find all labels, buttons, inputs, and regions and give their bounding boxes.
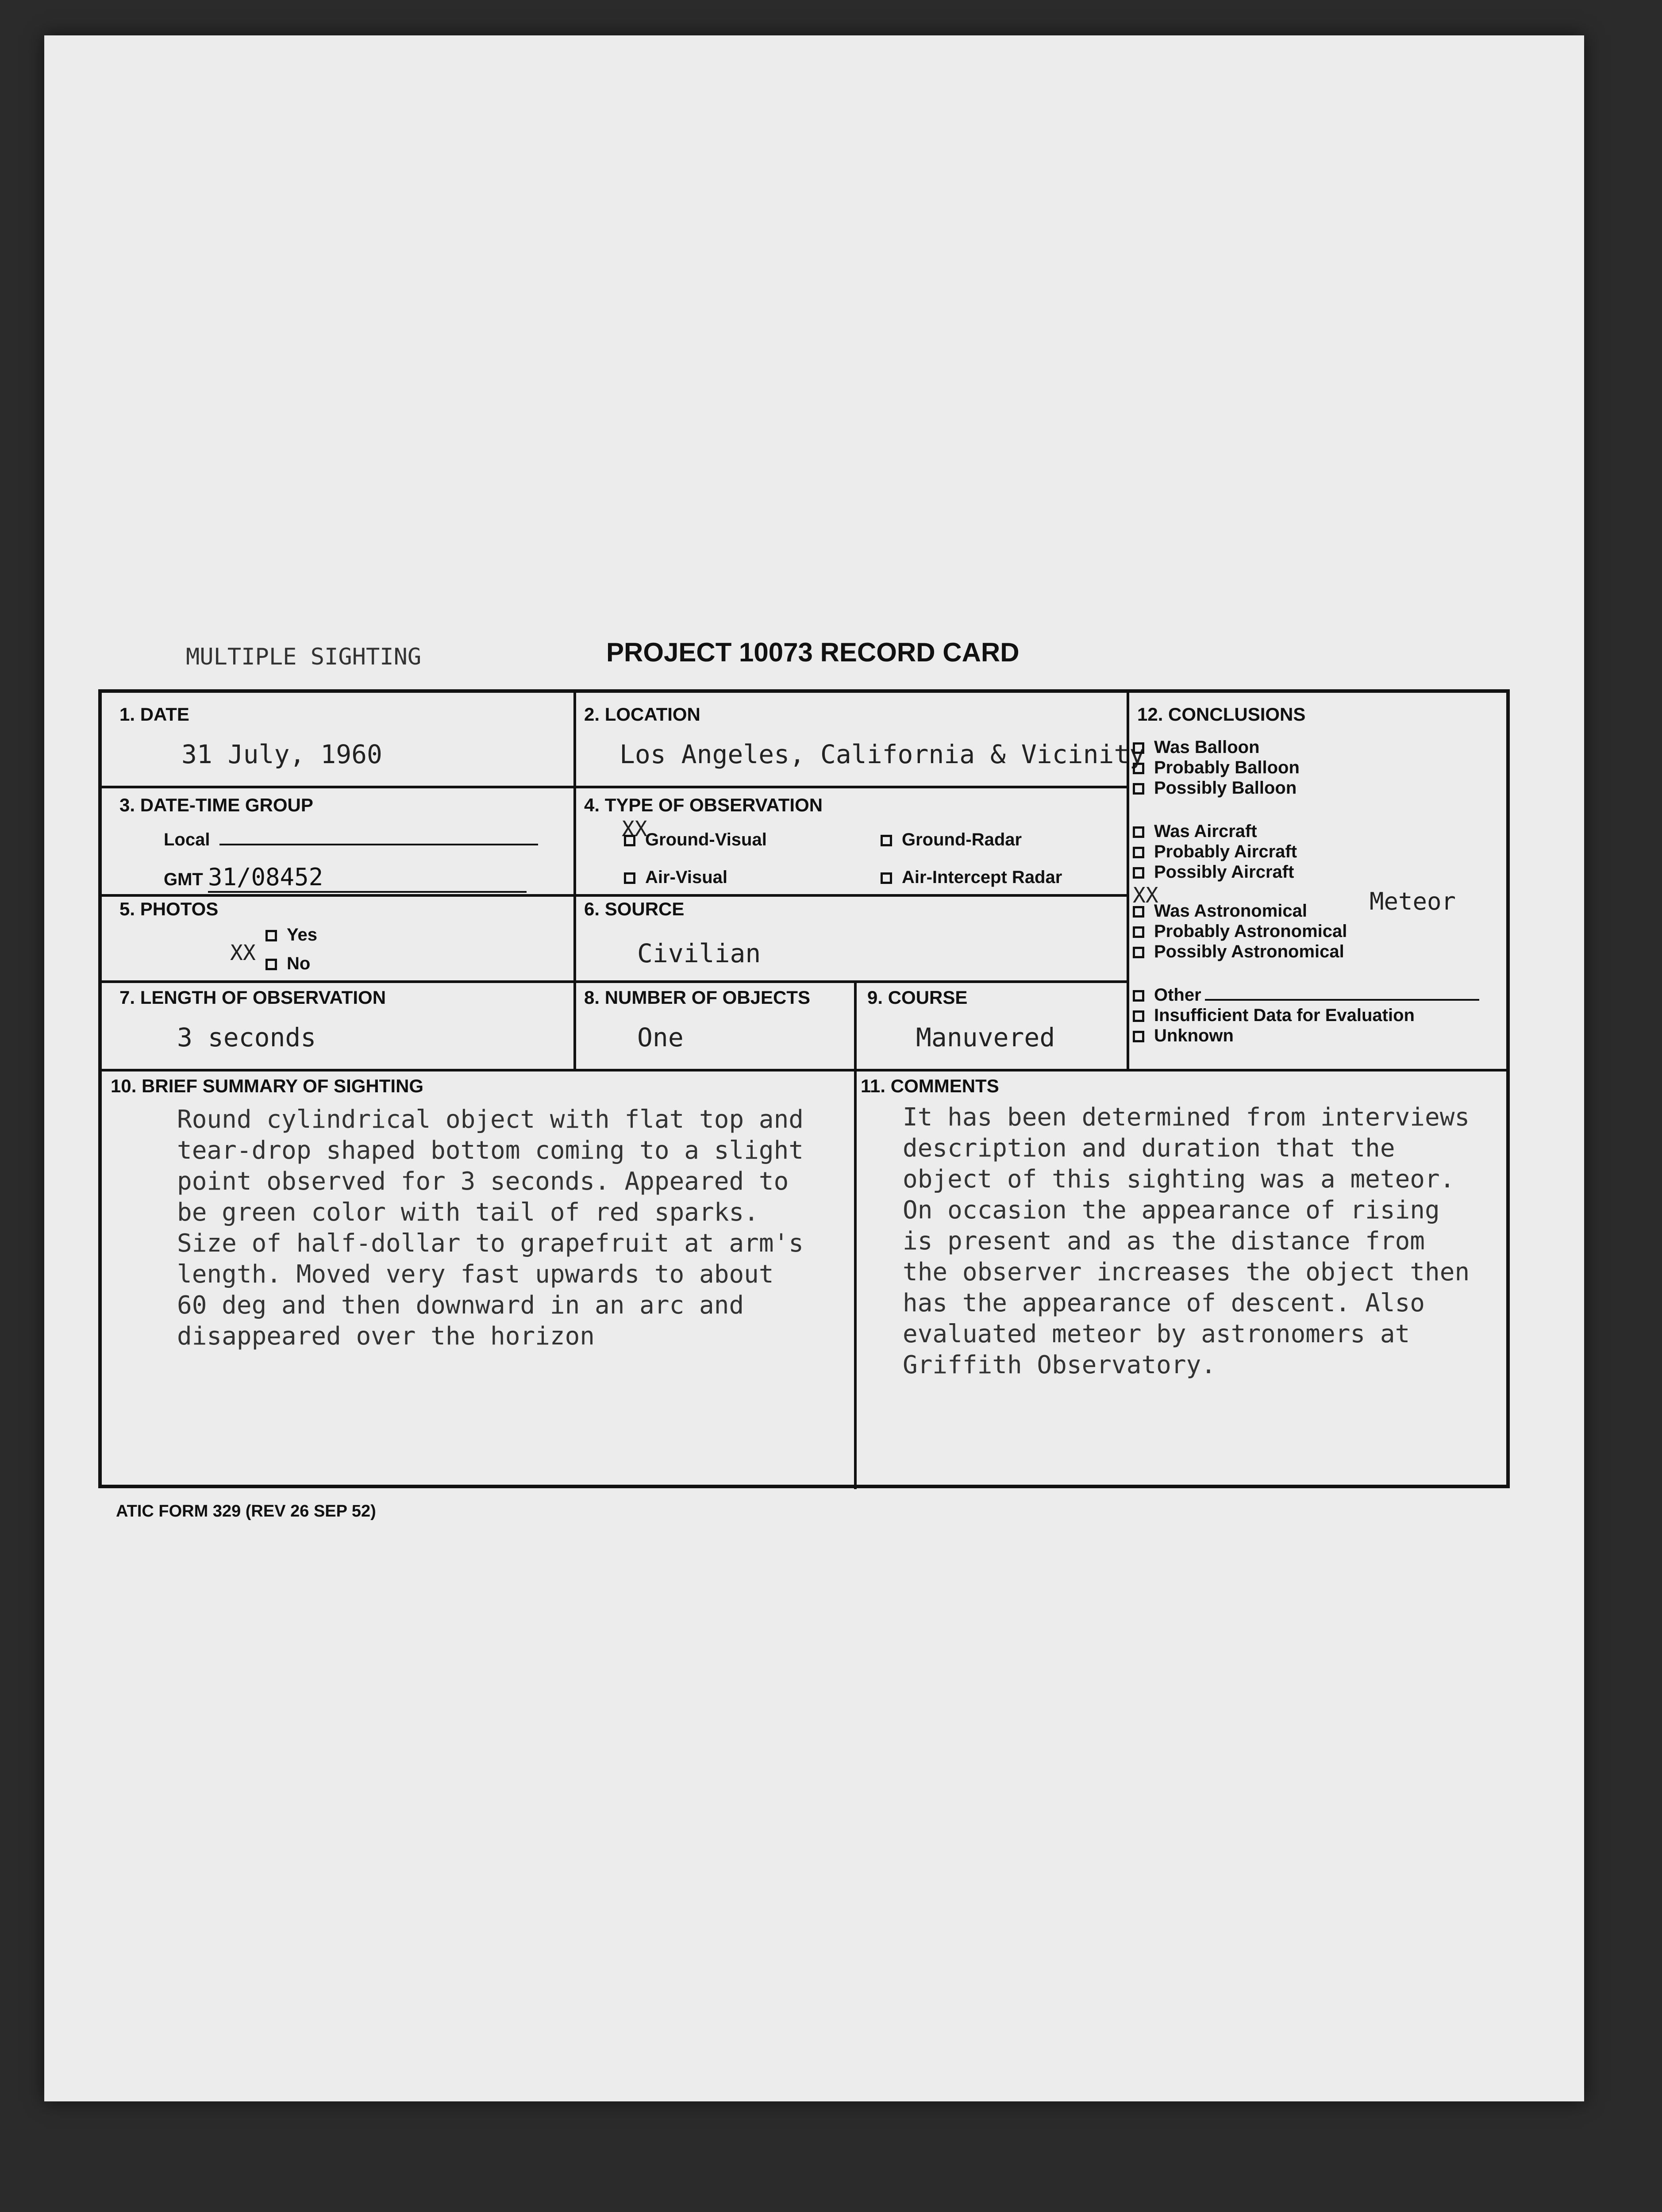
divider — [854, 980, 857, 1489]
divider — [102, 894, 1129, 897]
photos-yes: Yes — [265, 925, 317, 945]
conclusions-balloon-group: Was Balloon Probably Balloon Possibly Balloon — [1133, 737, 1300, 798]
checkbox-icon — [1133, 990, 1144, 1002]
local-label: Local — [164, 830, 210, 849]
summary-label: 10. BRIEF SUMMARY OF SIGHTING — [111, 1075, 424, 1096]
dtg-label: 3. DATE-TIME GROUP — [119, 795, 313, 815]
checkbox-icon — [265, 930, 277, 941]
source-label: 6. SOURCE — [584, 899, 685, 919]
length-value: 3 seconds — [177, 1022, 316, 1052]
photos-mark: XX — [230, 941, 256, 965]
checkbox-icon — [1133, 926, 1144, 938]
divider — [102, 786, 1129, 788]
checkbox-icon — [881, 872, 892, 884]
checkbox-icon — [1133, 1010, 1144, 1022]
checkbox-icon — [624, 872, 635, 884]
photos-no: No — [265, 954, 310, 974]
record-card — [98, 689, 1510, 1488]
conclusions-mark: XX — [1133, 883, 1158, 908]
checkbox-icon — [1133, 867, 1144, 879]
objects-value: One — [637, 1022, 684, 1052]
option-ground-visual: Ground-Visual — [624, 830, 767, 850]
course-value: Manuvered — [916, 1022, 1055, 1052]
date-value: 31 July, 1960 — [181, 739, 382, 769]
conclusions-other-group: Other Insufficient Data for Evaluation Unknown — [1133, 985, 1479, 1046]
gmt-value: 31/08452 — [208, 863, 527, 893]
source-value: Civilian — [637, 938, 761, 968]
divider — [573, 693, 576, 1069]
checkbox-icon — [1133, 783, 1144, 795]
multiple-sighting-note: MULTIPLE SIGHTING — [186, 644, 422, 670]
checkbox-icon — [1133, 1031, 1144, 1042]
divider — [102, 1069, 1509, 1071]
date-label: 1. DATE — [119, 704, 189, 725]
other-blank — [1205, 999, 1479, 1001]
checkbox-icon — [881, 835, 892, 846]
option-ground-radar: Ground-Radar — [881, 830, 1022, 850]
checkbox-icon — [1133, 906, 1144, 918]
course-label: 9. COURSE — [867, 987, 968, 1008]
checkbox-icon — [1133, 742, 1144, 754]
photos-label: 5. PHOTOS — [119, 899, 219, 919]
conclusions-label: 12. CONCLUSIONS — [1137, 704, 1306, 725]
comments-text: It has been determined from interviews description and duration that the object of this sighting was a meteor. On occasion the appearance of rising is present and as the distance from the observer increases the object then has the appearance of descent. Also evaluated meteor by astronomers at Griffith Observatory. — [903, 1103, 1470, 1379]
type-label: 4. TYPE OF OBSERVATION — [584, 795, 823, 815]
checkbox-icon — [1133, 763, 1144, 774]
checkbox-icon — [1133, 826, 1144, 838]
checkbox-icon — [1133, 847, 1144, 858]
objects-label: 8. NUMBER OF OBJECTS — [584, 987, 811, 1008]
meteor-note: Meteor — [1370, 887, 1456, 915]
location-value: Los Angeles, California & Vicinity — [619, 739, 1145, 769]
conclusions-aircraft-group: Was Aircraft Probably Aircraft Possibly Aircraft — [1133, 821, 1297, 882]
type-mark: XX — [622, 817, 647, 841]
gmt-label: GMT — [164, 870, 203, 889]
location-label: 2. LOCATION — [584, 704, 700, 725]
checkbox-icon — [265, 959, 277, 970]
comments-label: 11. COMMENTS — [861, 1075, 999, 1096]
length-label: 7. LENGTH OF OBSERVATION — [119, 987, 386, 1008]
option-air-visual: Air-Visual — [624, 868, 727, 887]
conclusions-astronomical-group: Was Astronomical Probably Astronomical Possibly Astronomical — [1133, 901, 1347, 962]
local-blank — [219, 844, 538, 845]
checkbox-icon — [1133, 947, 1144, 958]
form-number: ATIC FORM 329 (REV 26 SEP 52) — [116, 1502, 376, 1521]
divider — [102, 980, 1129, 983]
checkbox-icon — [624, 835, 635, 846]
option-air-intercept-radar: Air-Intercept Radar — [881, 868, 1062, 887]
page-title: PROJECT 10073 RECORD CARD — [606, 637, 1020, 667]
summary-text: Round cylindrical object with flat top and tear-drop shaped bottom coming to a slight point observed for 3 seconds. Appeared to be green color with tail of red sparks. Size of half-dollar to grapefruit at arm's length. Moved very fast upwards to about 60 deg and then downward in an arc and disappeared over the horizon — [177, 1105, 804, 1351]
